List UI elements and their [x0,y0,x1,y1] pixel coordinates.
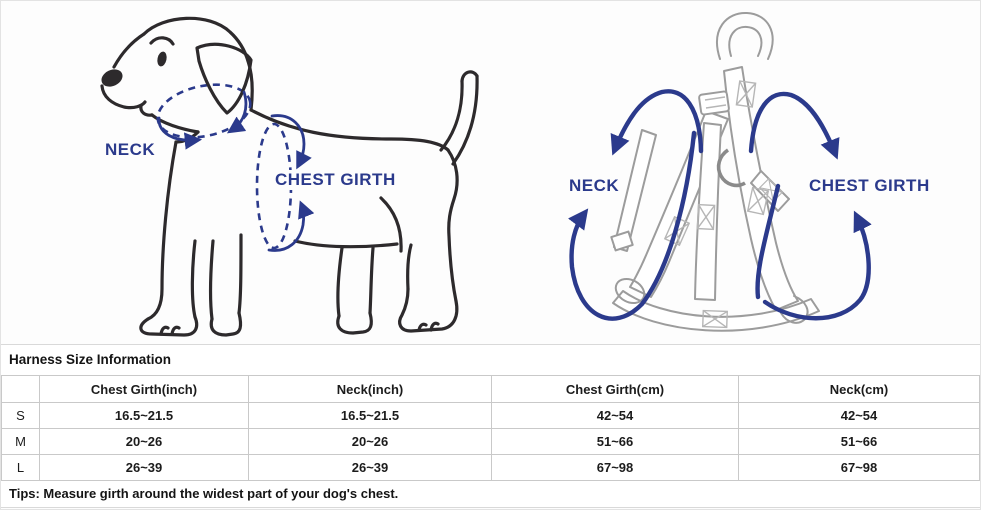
dog-chest-girth-label: CHEST GIRTH [275,170,396,189]
col-header-size [2,376,40,403]
dog-belly-line [295,241,397,247]
size-label: L [2,455,40,481]
neck-inch-value: 20~26 [249,429,492,455]
dog-far-hind-leg [338,248,342,316]
chest-inch-value: 16.5~21.5 [40,403,249,429]
harness-left-slide [611,232,632,251]
chest-cm-value: 67~98 [492,455,739,481]
dog-front-paw [141,317,197,335]
dog-mouth [141,106,152,115]
size-label: M [2,429,40,455]
chest-cm-value: 42~54 [492,403,739,429]
size-chart-section [1,344,980,508]
chest-cm-value: 51~66 [492,429,739,455]
dog-far-hind-leg [370,248,373,313]
col-header-neck-cm: Neck(cm) [739,376,980,403]
dog-hind-paw [400,289,457,331]
harness-chest-girth-label: CHEST GIRTH [809,176,930,195]
dog-muzzle [102,86,145,108]
dog-front-leg [192,241,195,317]
neck-cm-value: 67~98 [739,455,980,481]
size-table [1,375,980,481]
dog-tail-tip [462,72,477,81]
dog-eye [156,51,168,68]
harness-handle [717,13,773,59]
harness-neck-arrow-top [615,91,701,151]
size-table-header-row [2,376,980,403]
dog-front-leg [148,142,176,319]
table-row-s [2,403,980,429]
dog-ear [197,44,251,113]
harness-buckle [699,91,730,115]
dog-forehead [114,34,144,67]
dog-neck-label: NECK [105,140,156,159]
col-header-chest-cm: Chest Girth(cm) [492,376,739,403]
size-label: S [2,403,40,429]
dog-far-front-leg [239,235,241,313]
dog-far-front-paw [211,313,240,335]
col-header-neck-inch: Neck(inch) [249,376,492,403]
harness-drawing [572,13,869,331]
dog-far-front-leg [211,241,213,319]
neck-inch-value: 16.5~21.5 [249,403,492,429]
table-row-m [2,429,980,455]
size-chart-title: Harness Size Information [9,352,172,367]
dog-tail [441,81,462,150]
neck-inch-value: 26~39 [249,455,492,481]
dog-eyebrow [151,38,173,44]
dog-hind-front-edge [408,245,411,289]
harness-handle [729,27,761,56]
measurement-tips: Tips: Measure girth around the widest part of your dog's chest. [1,481,980,508]
chest-inch-value: 26~39 [40,455,249,481]
neck-cm-value: 51~66 [739,429,980,455]
measurement-diagram [1,1,980,348]
harness-neck-label: NECK [569,176,620,195]
col-header-chest-inch: Chest Girth(inch) [40,376,249,403]
neck-cm-value: 42~54 [739,403,980,429]
dog-hind-rear-edge [448,150,457,301]
harness-chest-arrow-top [751,94,835,153]
dog-far-hind-paw [338,313,372,333]
table-row-l [2,455,980,481]
chest-inch-value: 20~26 [40,429,249,455]
